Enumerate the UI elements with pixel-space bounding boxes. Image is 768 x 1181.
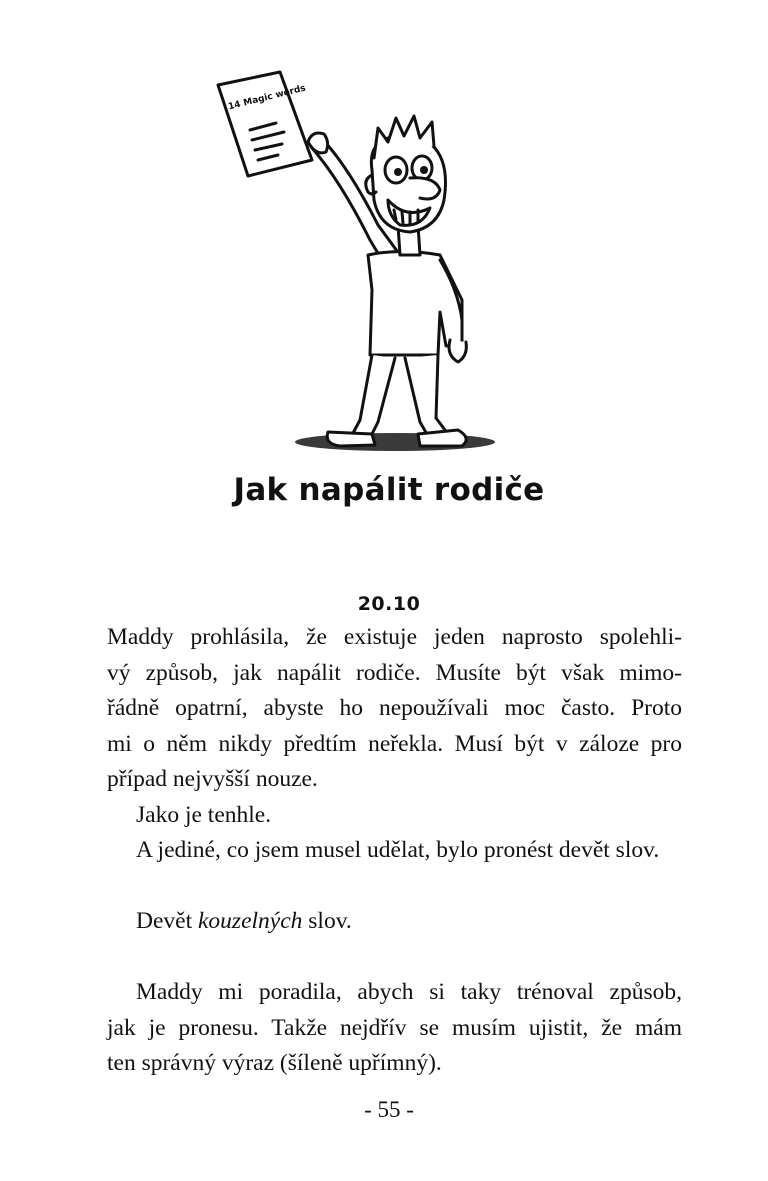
page-number: - 55 - [364,1097,414,1122]
text-line: Jako je tenhle. [136,801,272,828]
chapter-title: Jak napálit rodiče [233,472,545,508]
paragraph-gap [107,869,682,905]
pupil [394,168,402,176]
text-span: slov. [302,908,352,934]
text-line: případ nejvyšší nouze. [107,766,318,792]
text-line: A jediné, co jsem musel udělat, bylo pronést devět slov. [136,837,660,863]
text-line: jak je pronesu. Takže nejdřív se musím ujistit, že mám [107,1014,682,1041]
text-line: vý způsob, jak napálit rodiče. Musíte být však mimo- [107,659,682,686]
text-line: mi o něm nikdy předtím neřekla. Musí být v záloze pro [107,730,682,757]
body-text [107,620,682,1082]
paragraph-gap [107,940,682,976]
text-line [107,904,682,940]
text-span: Devět [136,908,198,934]
pupil [420,166,428,174]
boy-holding-paper-illustration [200,50,500,460]
text-line: Maddy mi poradila, abych si taky trénoval způsob, [136,979,682,1005]
diary-date: 20.10 [357,593,421,615]
text-line: řádně opatrní, abyste ho nepoužívali moc často. Proto [107,695,682,721]
text-line: ten správný výraz (šíleně upřímný). [107,1050,442,1076]
emphasis-text: kouzelných [198,908,303,934]
text-line: Maddy prohlásila, že existuje jeden naprosto spolehli- [107,624,682,650]
paper-text: 14 Magic words [227,83,307,113]
